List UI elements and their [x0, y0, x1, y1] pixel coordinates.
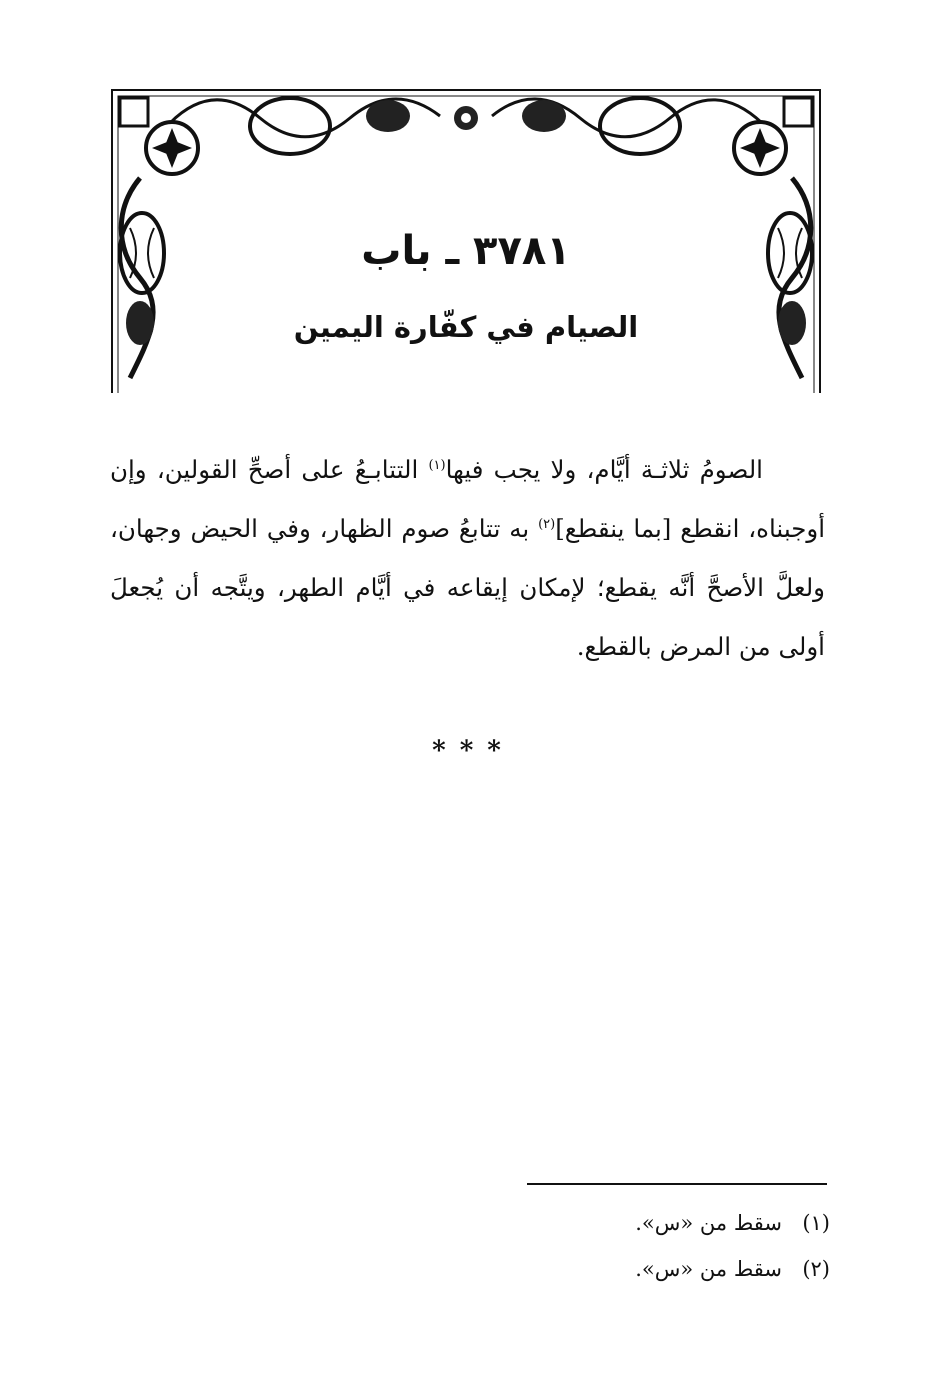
footnotes: [420, 1200, 830, 1292]
section-separator: ***: [432, 736, 515, 766]
body-segment: التتابـعُ على أصحِّ القولين، وإن أوجبناه، انقطع [بما ينقطع]: [110, 455, 826, 543]
footnote-ref[interactable]: (٢): [538, 516, 556, 532]
footnote-text: سقط من «س».: [635, 1257, 782, 1281]
footnote-number: (١): [802, 1211, 830, 1235]
footnote-text: سقط من «س».: [635, 1211, 782, 1235]
body-paragraph: [110, 440, 825, 676]
footnote-number: (٢): [802, 1257, 830, 1281]
body-segment: الصومُ ثلاثـة أيَّام، ولا يجب فيها: [445, 455, 763, 484]
chapter-title: الصيام في كفّارة اليمين: [293, 310, 639, 344]
body-segment: به تتابعُ صوم الظهار، وفي الحيض وجهان، ولعلَّ الأصحَّ أنَّه يقطع؛ لإمكان إيقاعه في أيَّام الطهر، ويتَّجه أن يُجعلَ أولى من المرض بالقطع.: [110, 514, 825, 661]
chapter-number: ٣٧٨١ ـ باب: [361, 228, 571, 274]
footnote-divider: [527, 1183, 827, 1185]
footnote-ref[interactable]: (١): [428, 457, 446, 473]
footnote: [420, 1200, 830, 1246]
footnote: [420, 1246, 830, 1292]
chapter-ornamental-frame: [110, 88, 822, 393]
